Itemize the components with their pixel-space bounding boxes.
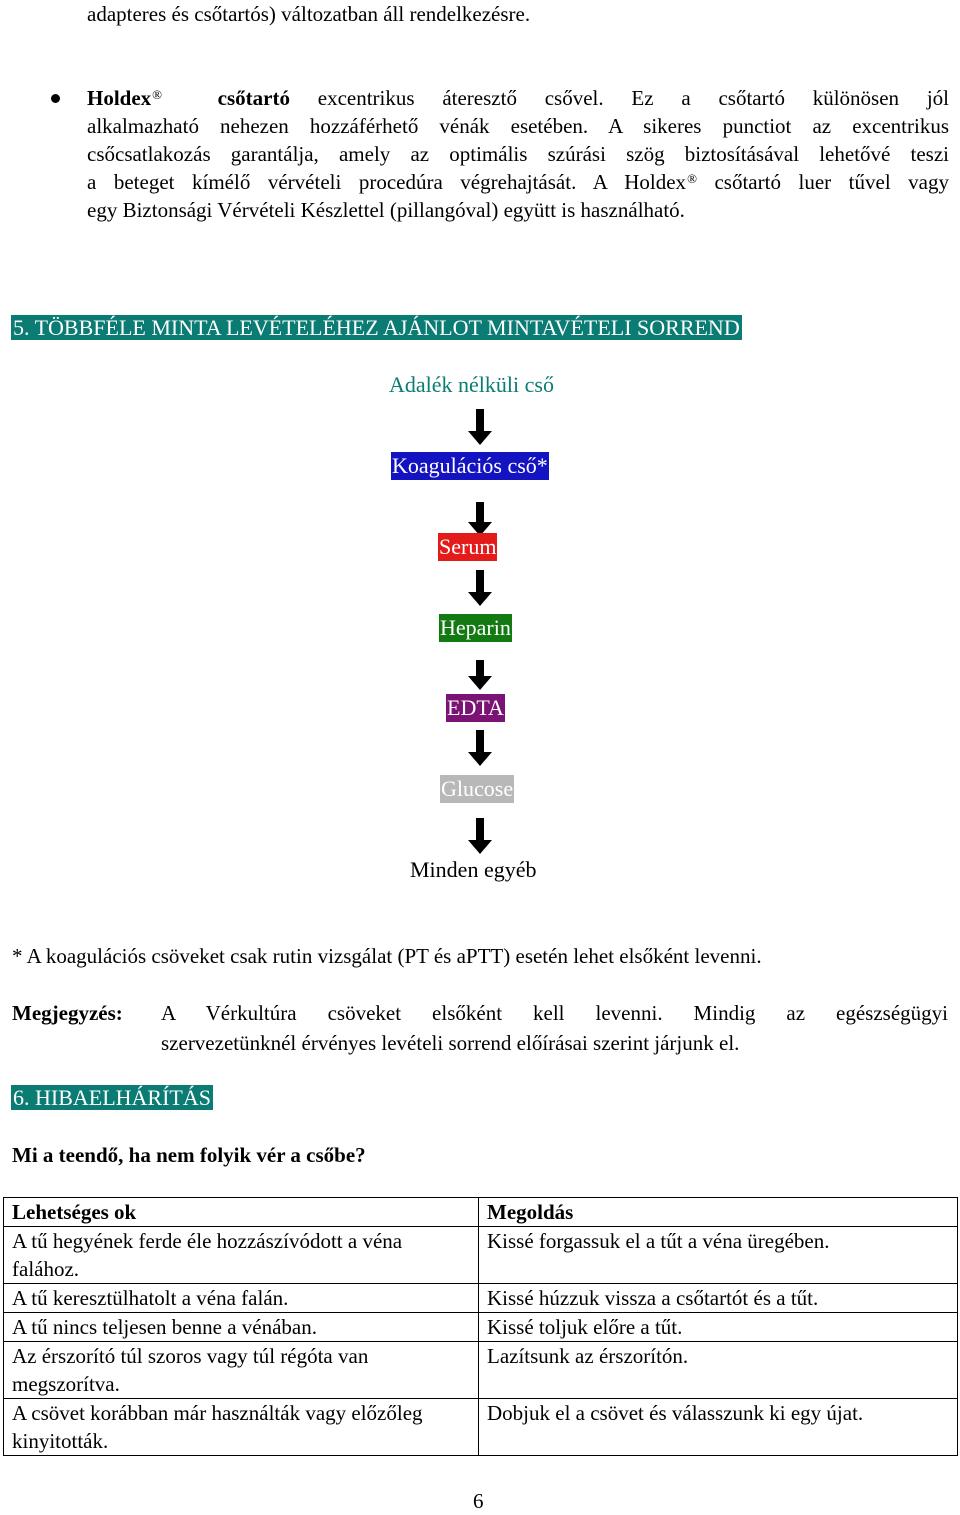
step-additive-free-tube: Adalék nélküli cső <box>389 372 554 397</box>
table-header-row <box>4 1198 958 1227</box>
step-coagulation-tube: Koagulációs cső* <box>392 453 548 478</box>
step-everything-else: Minden egyéb <box>410 857 537 882</box>
step-serum: Serum <box>439 534 497 559</box>
note-label: Megjegyzés: <box>12 1001 123 1025</box>
bullet-line-1 <box>87 84 949 112</box>
step-glucose: Glucose <box>441 776 514 801</box>
note-line-2: szervezetünknél érvényes levételi sorrend előírásai szerint járjunk el. <box>161 1031 740 1055</box>
troubleshooting-question: Mi a teendő, ha nem folyik vér a csőbe? <box>12 1143 366 1167</box>
coagulation-footnote: * A koagulációs csöveket csak rutin vizsgálat (PT és aPTT) esetén lehet elsőként levenni. <box>12 944 762 968</box>
solution-cell: Dobjuk el a csövet és válasszunk ki egy újat. <box>479 1399 958 1456</box>
bullet-line-4 <box>87 168 949 196</box>
cause-cell: A tű nincs teljesen benne a vénában. <box>4 1313 479 1342</box>
page-number: 6 <box>473 1489 484 1513</box>
bullet-line-3: csőcsatlakozás garantálja, amely az optimális szúrási szög biztosításával lehetővé teszi <box>87 142 949 166</box>
bullet-line-2: alkalmazható nehezen hozzáférhető vénák esetében. A sikeres punctiot az excentrikus <box>87 114 949 138</box>
holdex-bullet-paragraph <box>87 84 949 224</box>
bullet-line-4b: csőtartó luer tűvel vagy <box>714 170 949 194</box>
table-row <box>4 1399 958 1456</box>
section-5-heading-text: 5. TÖBBFÉLE MINTA LEVÉTELÉHEZ AJÁNLOT MINTAVÉTELI SORREND <box>13 315 740 340</box>
table-row <box>4 1284 958 1313</box>
bold-term: csőtartó <box>217 86 290 110</box>
bullet-dot-icon <box>51 94 60 103</box>
solution-cell: Kissé forgassuk el a tűt a véna üregében. <box>479 1227 958 1284</box>
cause-cell: A tű keresztülhatolt a véna falán. <box>4 1284 479 1313</box>
solution-cell: Lazítsunk az érszorítón. <box>479 1342 958 1399</box>
step-heparin: Heparin <box>440 615 511 640</box>
table-row <box>4 1342 958 1399</box>
solution-cell: Kissé toljuk előre a tűt. <box>479 1313 958 1342</box>
bullet-line-4a: a beteget kímélő vérvételi procedúra végrehajtását. A Holdex <box>87 170 687 194</box>
note-line-1: A Vérkultúra csöveket elsőként kell levenni. Mindig az egészségügyi <box>161 1001 948 1025</box>
table-row <box>4 1313 958 1342</box>
bullet-line-5: egy Biztonsági Vérvételi Készlettel (pillangóval) együtt is használható. <box>87 198 685 222</box>
header-possible-cause: Lehetséges ok <box>4 1198 479 1227</box>
brand-name: Holdex <box>87 86 152 110</box>
section-6-heading-text: 6. HIBAELHÁRÍTÁS <box>13 1085 211 1110</box>
section-6-heading <box>11 1084 213 1112</box>
registered-mark: ® <box>152 87 163 102</box>
bullet-line-1-rest: excentrikus áteresztő csővel. Ez a csőtartó különösen jól <box>317 86 950 110</box>
cause-cell: Az érszorító túl szoros vagy túl régóta van megszorítva. <box>4 1342 479 1399</box>
step-edta: EDTA <box>447 695 504 720</box>
intro-tail-text: adapteres és csőtartós) változatban áll rendelkezésre. <box>87 2 531 26</box>
troubleshooting-table <box>3 1197 958 1456</box>
table-row <box>4 1227 958 1284</box>
cause-cell: A tű hegyének ferde éle hozzászívódott a véna falához. <box>4 1227 479 1284</box>
solution-cell: Kissé húzzuk vissza a csőtartót és a tűt. <box>479 1284 958 1313</box>
section-5-heading <box>11 314 742 342</box>
header-solution: Megoldás <box>479 1198 958 1227</box>
registered-mark-2: ® <box>687 171 697 186</box>
cause-cell: A csövet korábban már használták vagy előzőleg kinyitották. <box>4 1399 479 1456</box>
